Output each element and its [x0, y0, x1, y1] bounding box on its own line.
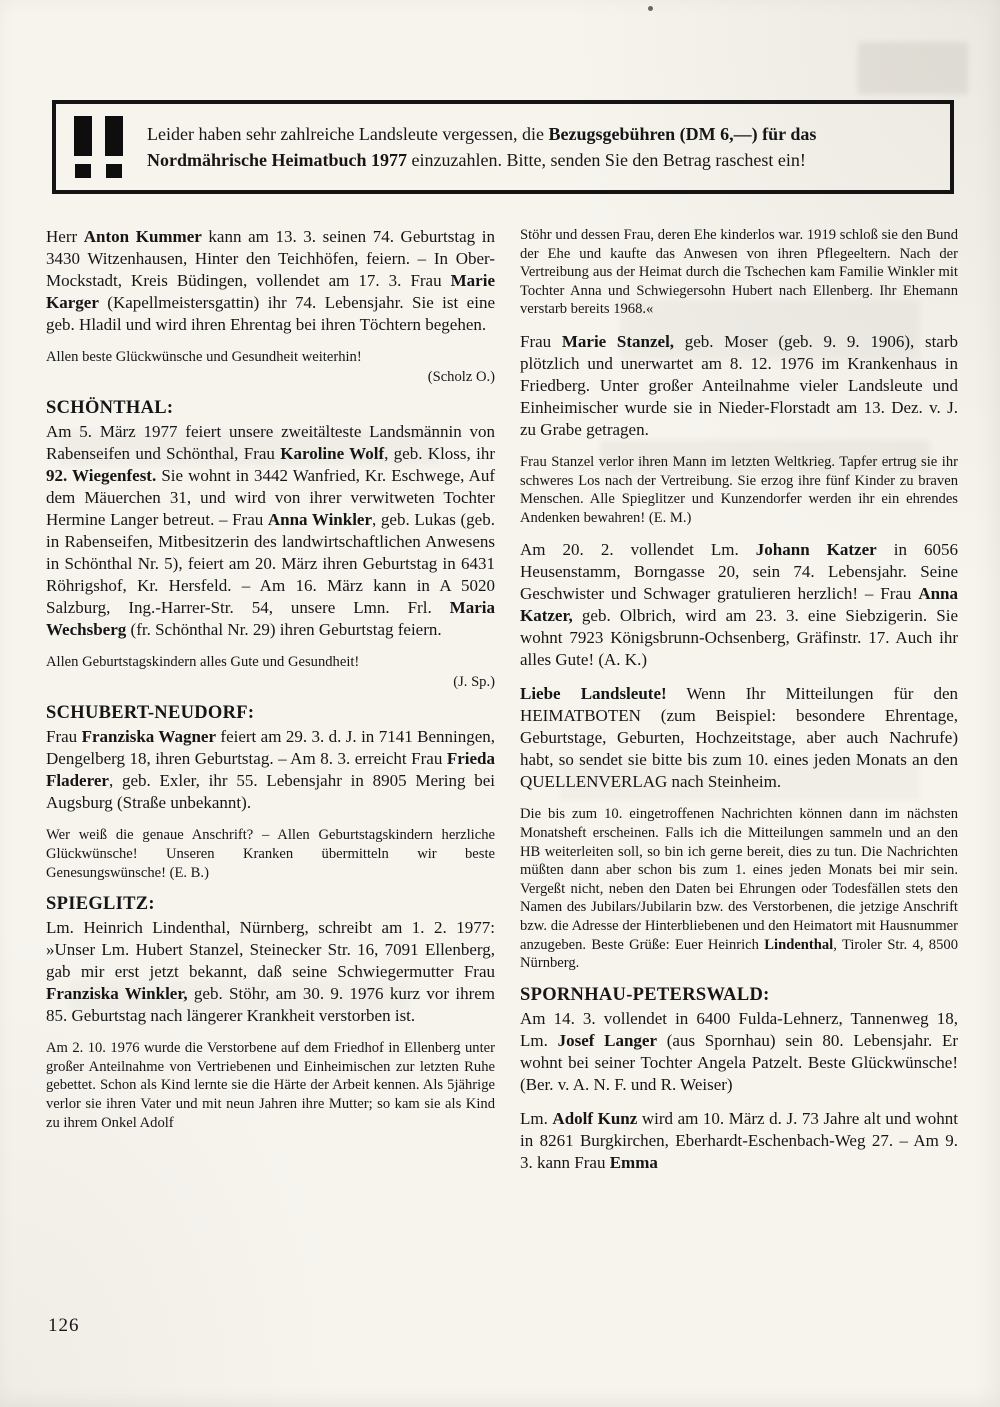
emphasis: Maria Wechsberg: [46, 598, 495, 640]
paragraph: Lm. Adolf Kunz wird am 10. März d. J. 73 Jahre alt und wohnt in 8261 Burgkirchen, Eberhardt-Eschenbach-Weg 27. – Am 9. 3. kann Frau Emma: [520, 1108, 958, 1172]
bleedthrough-smudge: [858, 42, 968, 94]
fine-print: Die bis zum 10. eingetroffenen Nachrichten können dann im nächsten Monatsheft erscheinen. Falls ich die Mitteilungen sammeln und an den HB weiterleiten soll, so bin ich gerne bereit, dies zu tun. Die Nachrichten müßten dann aber schon bis zum 1. eines jeden Monats bei mir sein. Vergeßt nicht, neben den Daten bei Ehrungen oder Todesfällen stets den Namen des Jubilars/Jubilarin bzw. des Verstorbenen, die jetzige Anschrift bzw. die Adresse der Hinterbliebenen und den Heimatort mit Hausnummer anzugeben. Beste Grüße: Euer Heinrich Lindenthal, Tiroler Str. 4, 8500 Nürnberg.: [520, 806, 958, 972]
fine-print: (Scholz O.): [427, 368, 495, 385]
exclamation-dot: [106, 164, 122, 178]
section-heading: SPORNHAU-PETERSWALD:: [520, 984, 770, 1005]
emphasis: Josef Langer: [557, 1030, 658, 1050]
paragraph: Am 20. 2. vollendet Lm. Johann Katzer in 6056 Heusenstamm, Borngasse 20, sein 74. Lebensjahr. Seine Geschwister und Schwager gratulieren herzlich! – Frau Anna Katzer, geb. Olbrich, wird am 23. 3. eine Siebzigerin. Sie wohnt 7923 Königsbrunn-Ochsenberg, Gräfinstr. 17. Auch ihr alles Gute! (A. K.): [520, 540, 958, 670]
fine-print: Stöhr und dessen Frau, deren Ehe kinderlos war. 1919 schloß sie den Bund der Ehe und kaufte das Anwesen von ihren Pflegeeltern. Nach der Vertreibung aus der Heimat durch die Tschechen kam Familie Winkler mit Tochter Anna und Schwiegersohn Hubert nach Ellenberg. Ihr Ehemann verstarb bereits 1968.«: [520, 227, 958, 318]
scan-speck: [648, 6, 653, 11]
payment-notice-box: [52, 100, 954, 194]
paragraph: Frau Franziska Wagner feiert am 29. 3. d. J. in 7141 Benningen, Dengelberg 18, ihren Geburtstag. – Am 8. 3. erreicht Frau Frieda Fladerer, geb. Exler, ihr 55. Lebensjahr in 8905 Mering bei Augsburg (Straße unbekannt).: [46, 727, 496, 813]
exclamation-bar: [74, 116, 92, 156]
emphasis: Adolf Kunz: [552, 1108, 638, 1128]
fine-print: Am 2. 10. 1976 wurde die Verstorbene auf dem Friedhof in Ellenberg unter großer Anteilnahme von Vertriebenen und Einheimischen zur letzten Ruhe gebettet. Schon als Kind lernte sie die Härte der Arbeit kennen. Als 5jährige verlor sie ihren Vater und mit neun Jahren ihre Mutter; so kam sie als Kind zu ihrem Onkel Adolf: [46, 1040, 495, 1131]
page-content: [0, 100, 1000, 1186]
emphasis: Emma: [609, 1152, 658, 1172]
fine-print: (J. Sp.): [453, 673, 495, 690]
emphasis: Anton Kummer: [83, 227, 202, 246]
emphasis: Frieda Fladerer: [46, 749, 495, 791]
right-column: [520, 226, 958, 1186]
paragraph: Frau Marie Stanzel, geb. Moser (geb. 9. 9. 1906), starb plötzlich und unerwartet am 8. 12. 1976 im Krankenhaus in Friedberg. Unter großer Anteilnahme vieler Landsleute und Einheimischer wurde sie in Nieder-Florstadt am 13. Dez. v. J. zu Grabe getragen.: [520, 331, 958, 439]
fine-print: Allen beste Glückwünsche und Gesundheit weiterhin!: [46, 349, 362, 365]
exclamation-mark-icon: [105, 116, 123, 178]
emphasis: Franziska Winkler,: [46, 984, 188, 1004]
emphasis: Franziska Wagner: [81, 727, 217, 747]
emphasis: Karoline Wolf: [280, 444, 385, 464]
exclamation-bar: [105, 116, 123, 156]
fine-print: Wer weiß die genaue Anschrift? – Allen Geburtstagskindern herzliche Glückwünsche! Unseren Kranken übermitteln wir beste Genesungswünsche! (E. B.): [46, 827, 495, 881]
paragraph: Herr Anton Kummer kann am 13. 3. seinen 74. Geburtstag in 3430 Witzenhausen, Hinter den Teichhöfen, feiern. – In Ober-Mockstadt, Kreis Büdingen, vollendet am 17. 3. Frau Marie Karger (Kapellmeistersgattin) ihr 74. Lebensjahr. Sie ist eine geb. Hladil und wird ihren Ehrentag bei ihren Töchtern begehen.: [46, 227, 495, 334]
exclamation-dot: [75, 164, 91, 178]
notice-text: Leider haben sehr zahlreiche Landsleute vergessen, die Bezugsgebühren (DM 6,—) für das Nordmährische Heimatbuch 1977 einzuzahlen. Bitte, senden Sie den Betrag raschest ein!: [147, 124, 817, 170]
paragraph: Liebe Landsleute! Wenn Ihr Mitteilungen für den HEIMATBOTEN (zum Beispiel: besondere Ehrentage, Geburtstage, Geburten, Hochzeitstage, aber auch Nachrufe) habt, so sendet sie bitte bis zum 10. eines jeden Monats an den QUELLENVERLAG nach Steinheim.: [520, 684, 959, 792]
emphasis: Marie Karger: [46, 271, 495, 312]
paragraph: Lm. Heinrich Lindenthal, Nürnberg, schreibt am 1. 2. 1977: »Unser Lm. Hubert Stanzel, Steinecker Str. 16, 7091 Ellenberg, gab mir erst jetzt bekannt, daß seine Schwiegermutter Frau Franziska Winkler, geb. Stöhr, am 30. 9. 1976 kurz vor ihrem 85. Geburtstag nach längerer Krankheit verstorben ist.: [46, 918, 495, 1026]
emphasis: Lindenthal: [764, 936, 834, 953]
emphasis: Bezugsgebühren (DM 6,—) für das Nordmährische Heimatbuch 1977: [147, 124, 817, 170]
section-heading: SCHÖNTHAL:: [46, 398, 174, 419]
left-column: [46, 226, 495, 1186]
fine-print: Frau Stanzel verlor ihren Mann im letzten Weltkrieg. Tapfer ertrug sie ihr schweres Los nach der Vertreibung. Sie erzog ihre fünf Kinder zu braven Menschen. Alle Spieglitzer und Kunzendorfer werden ihr ein ehrendes Andenken bewahren! (E. M.): [520, 453, 958, 526]
paragraph: Am 14. 3. vollendet in 6400 Fulda-Lehnerz, Tannenweg 18, Lm. Josef Langer (aus Spornhau) sein 80. Lebensjahr. Er wohnt bei seiner Tochter Angela Patzelt. Beste Glückwünsche! (Ber. v. A. N. F. und R. Weiser): [520, 1008, 958, 1094]
page-number: 126: [48, 1315, 80, 1336]
two-column-layout: [46, 226, 958, 1186]
emphasis: Liebe Landsleute!: [520, 684, 667, 704]
emphasis: Anna Katzer,: [520, 584, 958, 626]
emphasis: Marie Stanzel,: [561, 331, 675, 351]
paragraph: Am 5. März 1977 feiert unsere zweitälteste Landsmännin von Rabenseifen und Schönthal, Frau Karoline Wolf, geb. Kloss, ihr 92. Wiegenfest. Sie wohnt in 3442 Wanfried, Kr. Eschwege, Auf dem Mäuerchen 31, und wird von ihrer verwitweten Tochter Hermine Langer betreut. – Frau Anna Winkler, geb. Lukas (geb. in Rabenseifen, Mitbesitzerin des landwirtschaftlichen Anwesens in Schönthal Nr. 5), feiert am 20. März ihren Geburtstag in 6431 Röhrigshof, Kr. Hersfeld. – Am 16. März kann in A 5020 Salzburg, Ing.-Harrer-Str. 54, unsere Lmn. Frl. Maria Wechsberg (fr. Schönthal Nr. 29) ihren Geburtstag feiern.: [46, 422, 496, 640]
section-heading: SCHUBERT-NEUDORF:: [46, 703, 255, 724]
fine-print: Allen Geburtstagskindern alles Gute und Gesundheit!: [46, 654, 360, 671]
exclamation-mark-icon: [74, 116, 92, 178]
double-exclamation-icon: [68, 114, 133, 180]
section-heading: SPIEGLITZ:: [46, 894, 155, 915]
emphasis: 92. Wiegenfest.: [46, 466, 157, 486]
emphasis: Anna Winkler: [267, 510, 373, 530]
emphasis: Johann Katzer: [755, 540, 877, 560]
